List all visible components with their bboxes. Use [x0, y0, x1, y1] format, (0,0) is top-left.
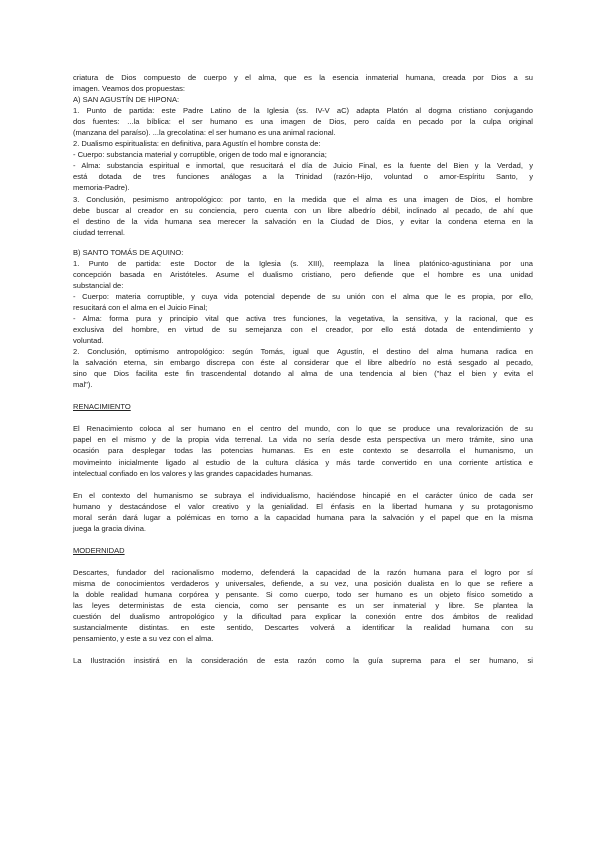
text-line: sino que Dios facilita este fin trascendental dotando al alma de una tendencia al bien ("haz el bien y evita el	[73, 369, 533, 379]
text-line: moral serán dará lugar a polémicas en torno a la capacidad humana para la salvación y el papel que en la misma	[73, 512, 533, 522]
text-line: cuestión del dualismo antropológico y la dificultad para explicar la conexión entre dos ámbitos de realidad	[73, 612, 533, 622]
text-line: El Renacimiento coloca al ser humano en el centro del mundo, con lo que se produce una revalorización de su	[73, 424, 533, 434]
text-line: sustancialmente distintas. en este sentido, Descartes volverá a identificar la realidad humana con su	[73, 623, 533, 633]
text-line: la doble realidad humana corpórea y pensante. Si como cuerpo, todo ser humano es un objeto físico sometido a	[73, 589, 533, 599]
text-line: resucitará con el alma en el Juicio Final;	[73, 302, 208, 312]
text-line: debe buscar al creador en su conciencia, pero cuenta con un libre albedrío débil, inclinado al pecado, de ahí que	[73, 205, 533, 215]
text-line: humano y destacándose el valor creativo y la genialidad. El énfasis en la libertad humana y su protagonismo	[73, 501, 533, 511]
section-heading-tomas: B) SANTO TOMÁS DE AQUINO:	[73, 247, 184, 257]
text-line: ocasión para desplegar todas las potencias humanas. Es en este contexto se desarrolla el humanismo, un	[73, 446, 533, 456]
text-line: En el contexto del humanismo se subraya el individualismo, haciéndose hincapié en el carácter único de cada ser	[73, 490, 533, 500]
heading-renacimiento: RENACIMIENTO	[73, 402, 131, 412]
text-line: criatura de Dios compuesto de cuerpo y el alma, que es la esencia inmaterial humana, creada por Dios a su	[73, 73, 533, 82]
text-line: las leyes deterministas de esta ciencia, como ser pensante es un ser inmaterial y libre. Se plantea la	[73, 600, 533, 610]
text-line: voluntad.	[73, 336, 104, 346]
text-line: papel en el mismo y de la propia vida terrenal. La vida no sería desde esta perspectiva un mero trámite, sino una	[73, 435, 533, 445]
text-line: intelectual confiado en los valores y las grandes capacidades humanas.	[73, 468, 313, 478]
text-line: el destino de la vida humana sea merecer la salvación en la Ciudad de Dios, y evitar la condena eterna en la	[73, 216, 533, 226]
text-line: - Cuerpo: materia corruptible, y cuya vida potencial depende de su unión con el alma que le es propia, por ello,	[73, 291, 533, 301]
text-line: juega la gracia divina.	[73, 523, 146, 533]
text-line: movimeinto inicialmente ligado al estudio de la cultura clásica y más tarde convertido en una corriente artística e	[73, 457, 533, 467]
text-line: Descartes, fundador del racionalismo moderno, defenderá la capacidad de la razón humana para el logro por sí	[73, 567, 533, 577]
text-line: exclusiva del hombre, en virtud de su semejanza con el creador, por ello está dotada de entendimiento y	[73, 325, 533, 335]
section-renacimiento	[73, 401, 533, 533]
section-san-agustin	[73, 72, 533, 238]
text-line: dos fuentes: ...la bíblica: el ser humano es una imagen de Dios, pero caída en pecado por la culpa original	[73, 117, 533, 127]
text-line: mal").	[73, 380, 93, 390]
text-line: concepción basada en Aristóteles. Asume el dualismo cristiano, pero defiende que el hombre es una unidad	[73, 269, 533, 279]
text-line: 2. Conclusión, optimismo antropológico: según Tomás, igual que Agustín, el destino del alma humana radica en	[73, 347, 533, 357]
text-line: la salvación eterna, sin embargo discrepa con éste al considerar que el libre albedrío no está sesgado al pecado,	[73, 358, 533, 368]
text-line: - Alma: forma pura y principio vital que activa tres funciones, la vegetativa, la sensitiva, y la racional, que es	[73, 313, 533, 323]
text-line: memoria-Padre).	[73, 183, 130, 193]
text-line: 3. Conclusión, pesimismo antropológico: por tanto, en la medida que el alma es una imagen de Dios, el hombre	[73, 194, 533, 204]
text-line: - Alma: substancia espiritual e inmortal, que resucitará el día de Juicio Final, es la fuente del Bien y la Verdad, y	[73, 161, 533, 171]
text-line: ciudad terrenal.	[73, 227, 126, 237]
text-line: 1. Punto de partida: este Doctor de la Iglesia (s. XIII), reemplaza la línea platónico-agustiniana por una	[73, 258, 533, 268]
document-body	[73, 72, 533, 666]
text-line: - Cuerpo: substancia material y corruptible, origen de todo mal e ignorancia;	[73, 150, 327, 160]
heading-modernidad: MODERNIDAD	[73, 545, 125, 555]
section-heading-agustin: A) SAN AGUSTÍN DE HIPONA:	[73, 95, 180, 105]
text-line: 1. Punto de partida: este Padre Latino de la Iglesia (ss. IV-V aC) adapta Platón al dogma cristiano conjugando	[73, 106, 533, 116]
text-line: substancial de:	[73, 280, 124, 290]
text-line: La Ilustración insistirá en la consideración de esta razón como la guía suprema para el ser humano, si	[73, 656, 533, 666]
section-modernidad	[73, 545, 533, 666]
text-line: 2. Dualismo espiritualista: en definitiva, para Agustín el hombre consta de:	[73, 139, 321, 149]
text-line: misma de conocimientos verdaderos y universales, defiende, a su vez, una posición dualista en lo que se refiere a	[73, 578, 533, 588]
text-line: está dotada de tres funciones análogas a la Trinidad (razón-Hijo, voluntad o amor-Espíritu Santo, y	[73, 172, 533, 182]
text-line: pensamiento, y este a su vez con el alma.	[73, 634, 214, 644]
text-line: (manzana del paraíso). ...la grecolatina: el ser humano es una animal racional.	[73, 128, 336, 138]
text-line: imagen. Veamos dos propuestas:	[73, 84, 186, 94]
section-santo-tomas	[73, 247, 533, 391]
